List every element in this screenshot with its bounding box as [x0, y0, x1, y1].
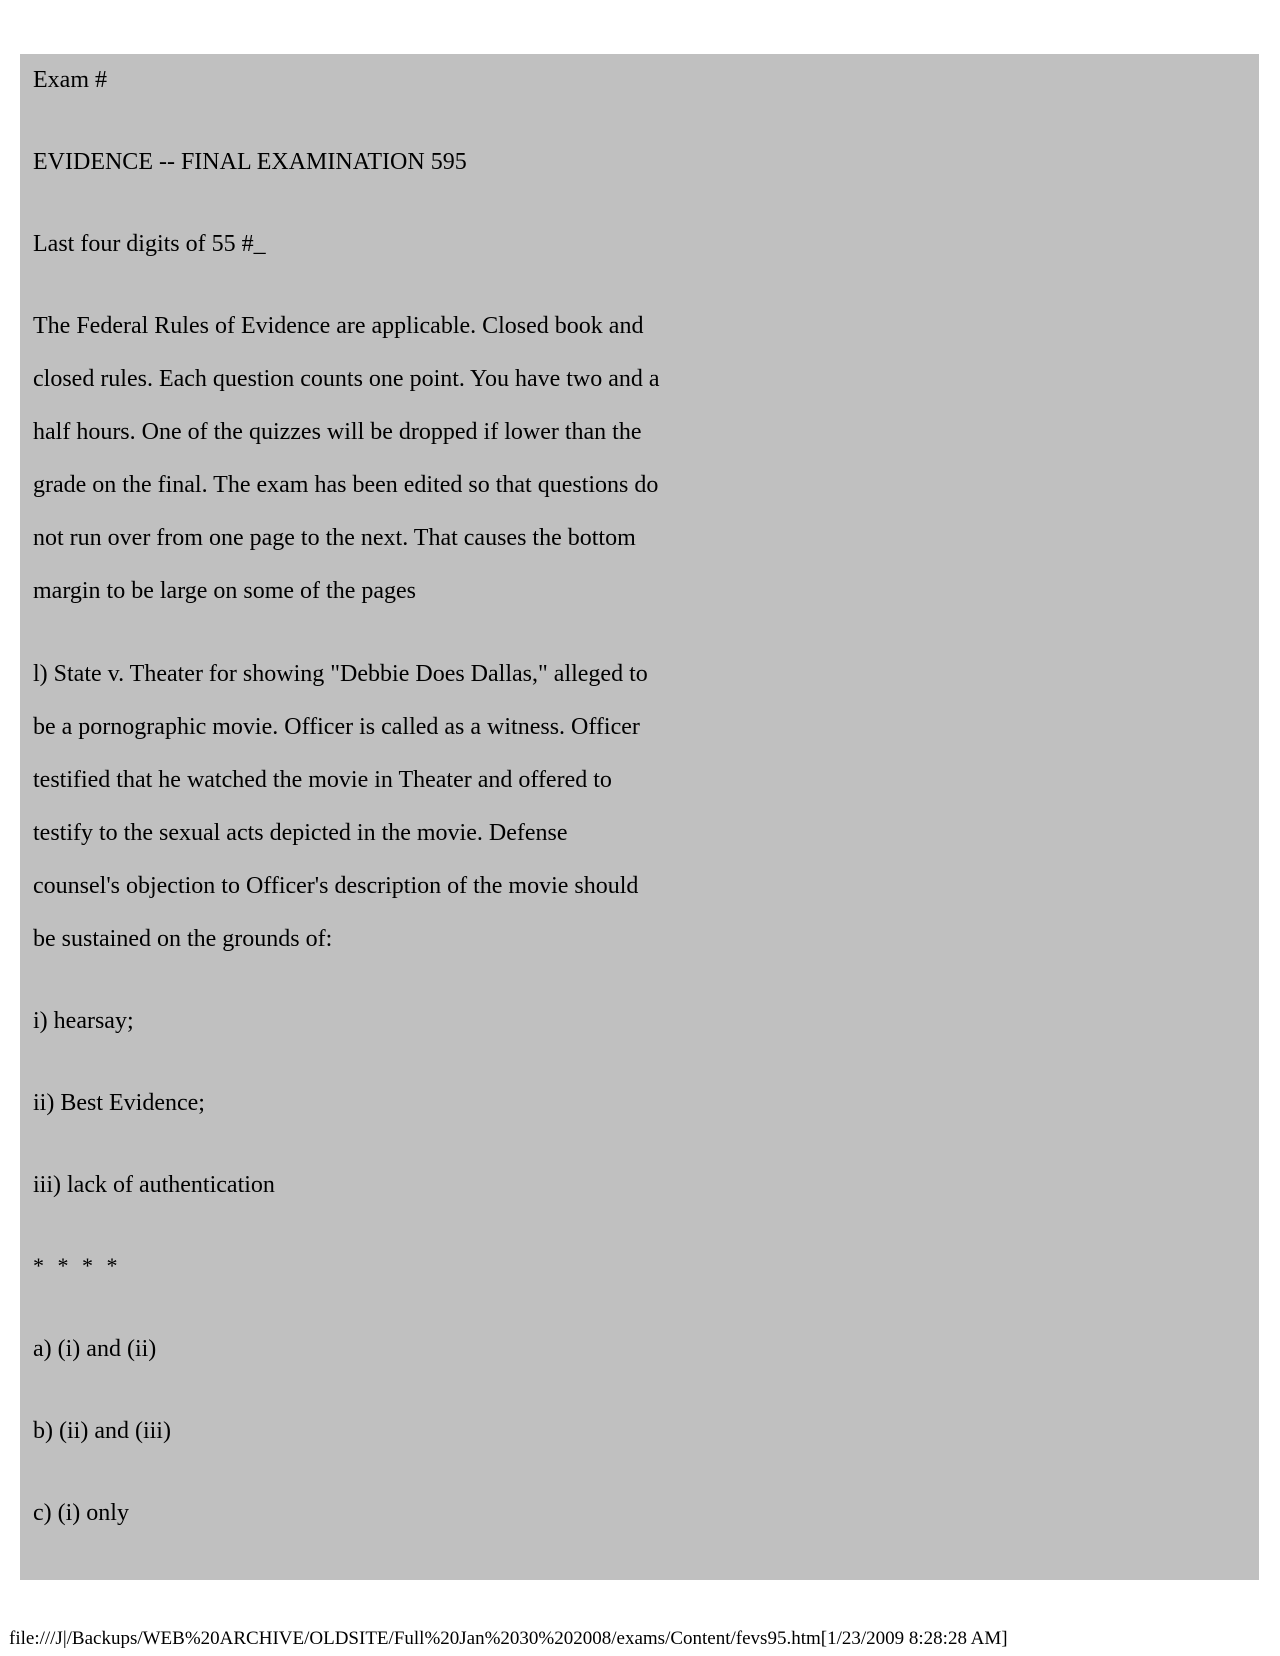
ground-item: ii) Best Evidence;: [33, 1090, 205, 1116]
exam-number-label: Exam #: [33, 67, 107, 93]
question-line: be a pornographic movie. Officer is called as a witness. Officer: [33, 714, 640, 740]
answer-choice: a) (i) and (ii): [33, 1336, 157, 1362]
ssn-label: Last four digits of 55 #_: [33, 231, 266, 257]
instructions-line: margin to be large on some of the pages: [33, 578, 417, 604]
footer-file-path: file:///J|/Backups/WEB%20ARCHIVE/OLDSITE/Full%20Jan%2030%202008/exams/Content/fevs95.htm[1/23/2009 8:28:28 AM]: [9, 1628, 1008, 1649]
instructions-line: not run over from one page to the next. That causes the bottom: [33, 525, 636, 551]
instructions-line: closed rules. Each question counts one point. You have two and a: [33, 366, 660, 392]
question-line: testify to the sexual acts depicted in the movie. Defense: [33, 820, 568, 846]
answer-choice: c) (i) only: [33, 1500, 129, 1526]
answer-choice: b) (ii) and (iii): [33, 1418, 171, 1444]
question-line: be sustained on the grounds of:: [33, 926, 333, 952]
exam-title: EVIDENCE -- FINAL EXAMINATION 595: [33, 149, 467, 175]
question-line: counsel's objection to Officer's description of the movie should: [33, 873, 639, 899]
separator: * * * *: [33, 1253, 122, 1278]
document-page: [20, 54, 1259, 1580]
instructions-line: grade on the final. The exam has been edited so that questions do: [33, 472, 659, 498]
ground-item: iii) lack of authentication: [33, 1172, 275, 1198]
question-line: l) State v. Theater for showing "Debbie Does Dallas," alleged to: [33, 661, 648, 687]
question-line: testified that he watched the movie in Theater and offered to: [33, 767, 612, 793]
instructions-line: half hours. One of the quizzes will be dropped if lower than the: [33, 419, 642, 445]
instructions-line: The Federal Rules of Evidence are applicable. Closed book and: [33, 313, 644, 339]
ground-item: i) hearsay;: [33, 1008, 134, 1034]
